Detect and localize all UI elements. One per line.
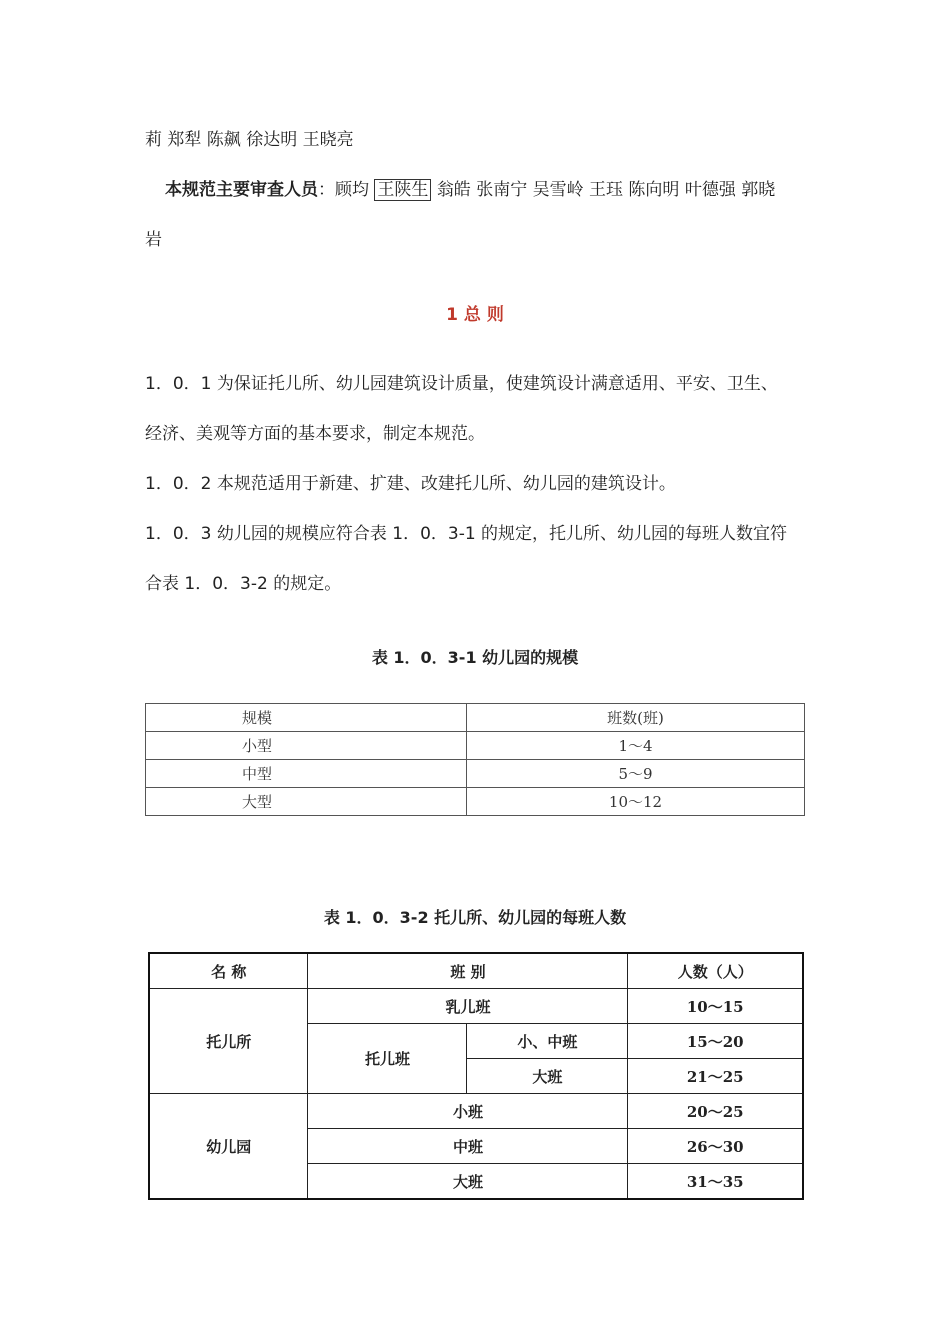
previous-name-list: 莉 郑犁 陈飙 徐达明 王晓亮 [145, 130, 354, 150]
reviewer-highlighted: 王陕生 [374, 179, 431, 201]
table2-header-count: 人数（人） [628, 953, 803, 989]
reviewers-rest: 翁皓 张南宁 吴雪岭 王珏 陈向明 叶德强 郭晓 [436, 180, 776, 200]
table1-header-scale: 规模 [146, 704, 467, 732]
clause-1-0-3-line2: 合表 1．0．3-2 的规定。 [145, 574, 342, 594]
reviewers-wrap: 岩 [145, 230, 162, 250]
table2-nursery: 托儿所 [149, 989, 308, 1094]
clause-1-0-2: 1．0．2 本规范适用于新建、扩建、改建托儿所、幼儿园的建筑设计。 [145, 474, 676, 494]
table-class-size [148, 952, 804, 1200]
chapter-title: 1 总 则 [446, 305, 504, 325]
table1-cell: 中型 [146, 760, 467, 788]
reviewer-first: 顾均 [335, 180, 369, 200]
table1-header-classes: 班数(班) [467, 704, 805, 732]
table2-header-name: 名 称 [149, 953, 308, 989]
clause-1-0-1-line2: 经济、美观等方面的基本要求，制定本规范。 [145, 424, 485, 444]
table2-k-small-count: 20～25 [628, 1094, 803, 1129]
table-row [146, 760, 805, 788]
table-row [146, 732, 805, 760]
table2-toddler-small-mid-count: 15～20 [628, 1024, 803, 1059]
table2-toddler-large: 大班 [467, 1059, 628, 1094]
clause-1-0-1-line1: 1．0．1 为保证托儿所、幼儿园建筑设计质量，使建筑设计满意适用、平安、卫生、 [145, 374, 778, 394]
table2-k-mid: 中班 [308, 1129, 628, 1164]
table1-header-row [146, 704, 805, 732]
reviewers-colon: ： [318, 180, 335, 200]
reviewers-label: 本规范主要审查人员 [165, 180, 318, 200]
table1-cell: 大型 [146, 788, 467, 816]
table-row [149, 989, 803, 1024]
clause-1-0-3-line1: 1．0．3 幼儿园的规模应符合表 1．0．3-1 的规定，托儿所、幼儿园的每班人数宜符 [145, 524, 788, 544]
table1-cell: 1～4 [467, 732, 805, 760]
table2-infant-count: 10～15 [628, 989, 803, 1024]
table1-cell: 小型 [146, 732, 467, 760]
table2-k-large: 大班 [308, 1164, 628, 1200]
table2-k-small: 小班 [308, 1094, 628, 1129]
table2-header-row [149, 953, 803, 989]
table1-cell: 5～9 [467, 760, 805, 788]
table1-cell: 10～12 [467, 788, 805, 816]
table2-infant-class: 乳儿班 [308, 989, 628, 1024]
table2-caption: 表 1．0．3-2 托儿所、幼儿园的每班人数 [323, 908, 627, 927]
table2-toddler-small-mid: 小、中班 [467, 1024, 628, 1059]
table2-toddler-class: 托儿班 [308, 1024, 467, 1094]
table2-toddler-large-count: 21～25 [628, 1059, 803, 1094]
table-row [149, 1094, 803, 1129]
table2-kindergarten: 幼儿园 [149, 1094, 308, 1200]
table2-k-large-count: 31～35 [628, 1164, 803, 1200]
table-row [146, 788, 805, 816]
table2-k-mid-count: 26～30 [628, 1129, 803, 1164]
table1-caption: 表 1．0．3-1 幼儿园的规模 [371, 648, 579, 667]
reviewers-line [165, 178, 775, 202]
table2-header-class: 班 别 [308, 953, 628, 989]
table-kindergarten-scale [145, 703, 805, 816]
